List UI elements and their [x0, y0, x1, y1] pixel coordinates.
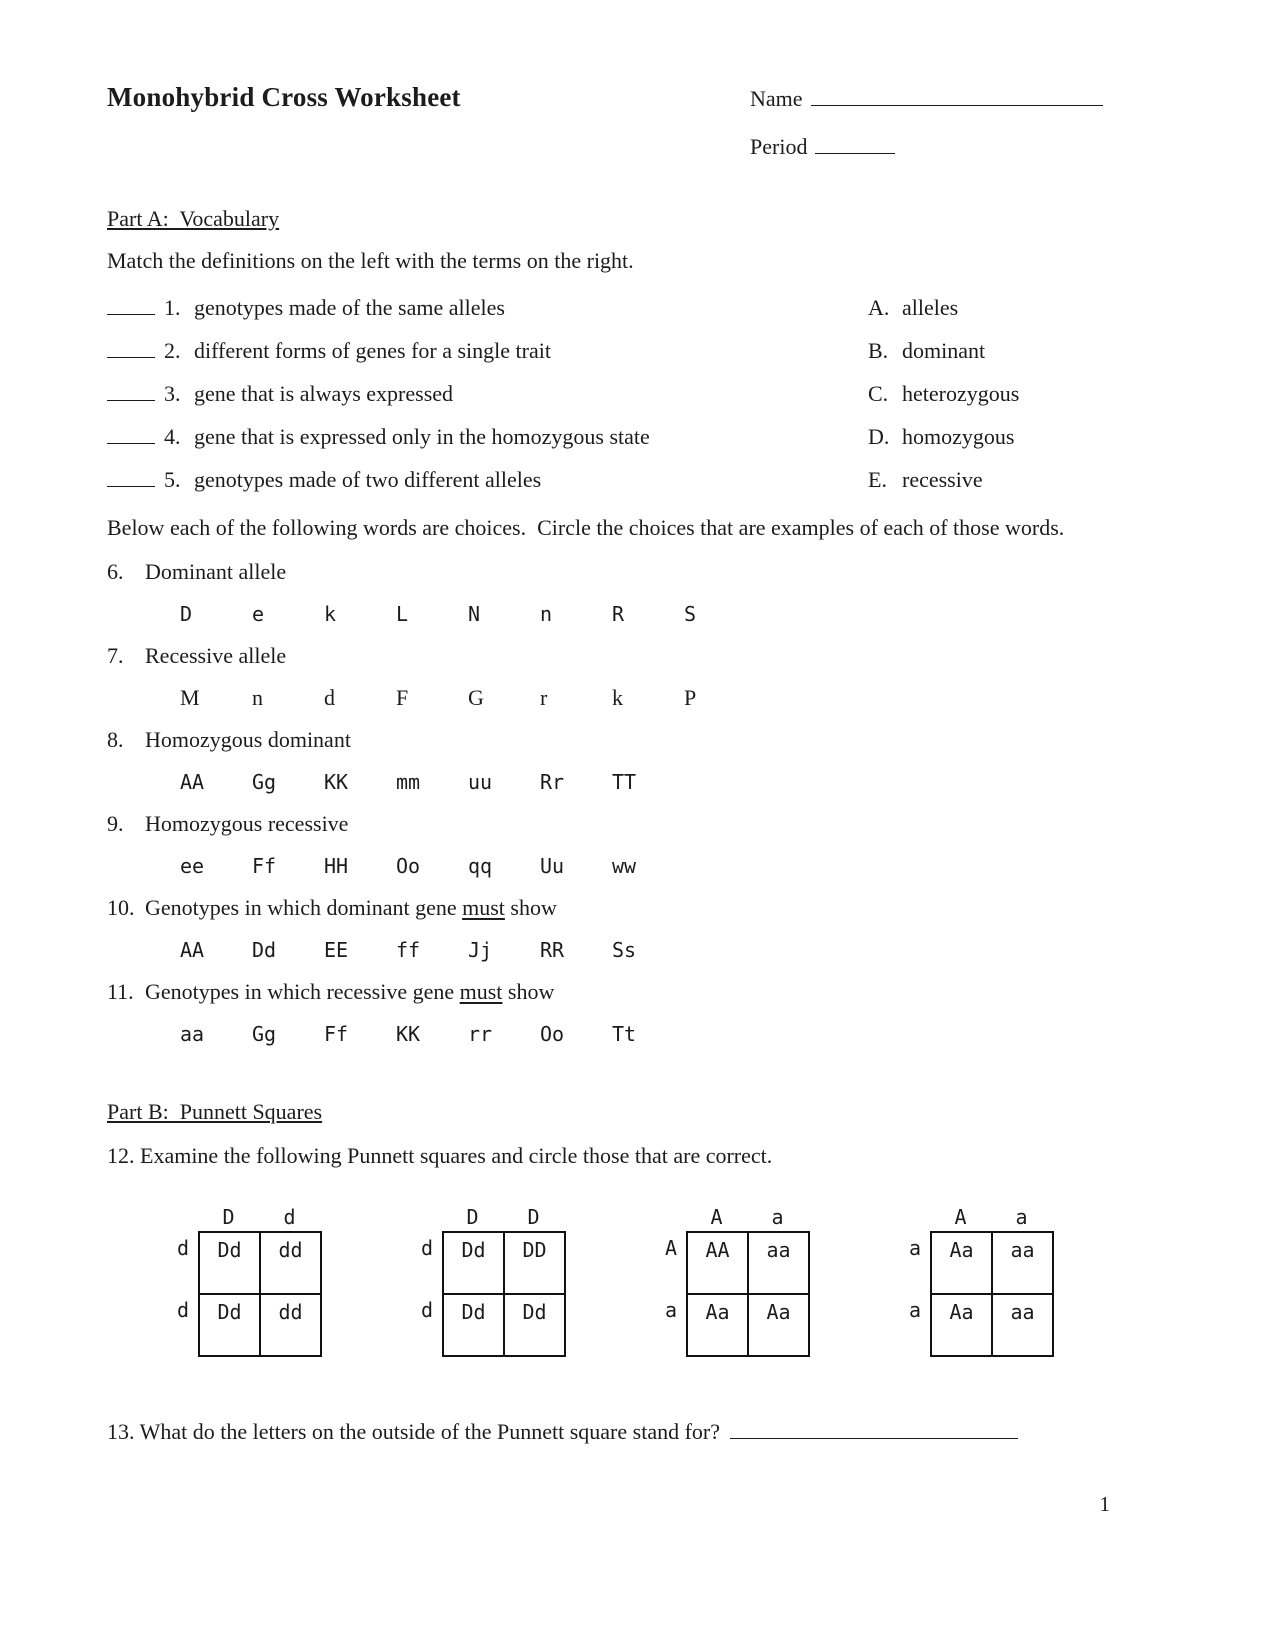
- punnett-cell: DD: [504, 1232, 565, 1294]
- answer-blank: [107, 473, 155, 487]
- choice-letter: n: [252, 685, 263, 710]
- circle-question: [107, 642, 1165, 711]
- choice-letter: Tt: [612, 1022, 637, 1046]
- term-text: dominant: [902, 338, 986, 363]
- punnett-left-label: d: [176, 1298, 189, 1322]
- question-text: Homozygous recessive: [145, 811, 349, 836]
- punnett-cell: dd: [260, 1294, 321, 1356]
- question-prompt: [107, 810, 1165, 838]
- circle-instructions: Below each of the following words are choices. Circle the choices that are examples of each of those words.: [107, 515, 1065, 540]
- question-number: 8.: [107, 727, 124, 752]
- term-text: recessive: [902, 467, 983, 492]
- choices-row: [180, 769, 1165, 795]
- choice-letter: aa: [180, 1022, 205, 1046]
- choice-letter: Ff: [252, 854, 277, 878]
- choice-letter: d: [324, 685, 335, 710]
- match-number: 2.: [164, 338, 181, 363]
- choices-row: [180, 937, 1165, 963]
- punnett-cell: Aa: [748, 1294, 809, 1356]
- question-13-blank: [730, 1425, 1018, 1439]
- choice-letter: r: [540, 685, 548, 710]
- punnett-left-labels: [414, 1231, 442, 1357]
- punnett-left-label: d: [420, 1236, 433, 1260]
- punnett-top-label: D: [466, 1205, 479, 1229]
- answer-blank: [107, 344, 155, 358]
- match-row: [107, 415, 1165, 458]
- term-letter: A.: [868, 295, 890, 320]
- punnett-top-label: A: [710, 1205, 723, 1229]
- punnett-top-label: A: [954, 1205, 967, 1229]
- period-label: Period: [750, 134, 808, 159]
- name-blank: [811, 92, 1103, 106]
- term-item: [868, 458, 983, 501]
- punnett-cell: aa: [992, 1232, 1053, 1294]
- term-item: [868, 329, 985, 372]
- circle-question: [107, 978, 1165, 1047]
- choice-letter: RR: [540, 938, 565, 962]
- question-text: Recessive allele: [145, 643, 287, 668]
- period-line: [750, 134, 1165, 164]
- punnett-top-labels: [442, 1205, 566, 1231]
- part-a-heading: Part A: Vocabulary: [107, 206, 280, 231]
- circle-questions: [107, 558, 1165, 1047]
- choice-letter: k: [612, 685, 623, 710]
- punnett-left-label: a: [908, 1298, 921, 1322]
- question-13-line: [107, 1419, 1165, 1445]
- page-header: [107, 82, 1165, 120]
- match-row: [107, 458, 1165, 501]
- circle-question: [107, 810, 1165, 879]
- name-line: [750, 86, 1103, 112]
- question-prompt: [107, 894, 1165, 922]
- choice-letter: L: [396, 602, 409, 626]
- match-row: [107, 329, 1165, 372]
- choice-letter: Rr: [540, 770, 565, 794]
- choice-letter: rr: [468, 1022, 493, 1046]
- punnett-left-labels: [658, 1231, 686, 1357]
- choice-letter: Oo: [396, 854, 421, 878]
- term-item: [868, 372, 1019, 415]
- punnett-cell: AA: [687, 1232, 748, 1294]
- punnett-top-label: D: [222, 1205, 235, 1229]
- choice-letter: e: [252, 602, 265, 626]
- term-letter: B.: [868, 338, 889, 363]
- match-number: 1.: [164, 295, 181, 320]
- term-text: alleles: [902, 295, 959, 320]
- choice-letter: N: [468, 602, 481, 626]
- match-row: [107, 372, 1165, 415]
- question-text: Dominant allele: [145, 559, 287, 584]
- answer-blank: [107, 430, 155, 444]
- match-row: [107, 286, 1165, 329]
- term-text: heterozygous: [902, 381, 1020, 406]
- punnett-left-label: a: [908, 1236, 921, 1260]
- term-letter: D.: [868, 424, 890, 449]
- choice-letter: Ss: [612, 938, 637, 962]
- choice-letter: AA: [180, 770, 205, 794]
- answer-blank: [107, 387, 155, 401]
- question-text: Homozygous dominant: [145, 727, 351, 752]
- question-number: 9.: [107, 811, 124, 836]
- question-prompt: [107, 978, 1165, 1006]
- page-title: Monohybrid Cross Worksheet: [107, 82, 461, 112]
- choice-letter: AA: [180, 938, 205, 962]
- punnett-grid: [930, 1231, 1054, 1357]
- page-number: 1: [1099, 1492, 1110, 1516]
- match-number: 4.: [164, 424, 181, 449]
- choices-row: [180, 685, 1165, 711]
- punnett-cell: aa: [748, 1232, 809, 1294]
- choice-letter: mm: [396, 770, 421, 794]
- choice-letter: ff: [396, 938, 421, 962]
- match-definition: genotypes made of two different alleles: [194, 467, 542, 492]
- question-prompt: [107, 642, 1165, 670]
- matching-list: [107, 286, 1165, 501]
- term-text: homozygous: [902, 424, 1015, 449]
- punnett-left-labels: [902, 1231, 930, 1357]
- question-prompt: [107, 726, 1165, 754]
- question-number: 6.: [107, 559, 124, 584]
- punnett-cell: Aa: [931, 1294, 992, 1356]
- period-blank: [815, 140, 895, 154]
- choice-letter: M: [180, 685, 200, 710]
- choice-letter: Gg: [252, 770, 277, 794]
- question-number: 10.: [107, 895, 135, 920]
- punnett-cell: aa: [992, 1294, 1053, 1356]
- punnett-top-labels: [930, 1205, 1054, 1231]
- choice-letter: KK: [396, 1022, 421, 1046]
- punnett-left-label: d: [420, 1298, 433, 1322]
- punnett-top-labels: [198, 1205, 322, 1231]
- match-definition: gene that is expressed only in the homozygous state: [194, 424, 650, 449]
- punnett-cell: Aa: [931, 1232, 992, 1294]
- choice-letter: R: [612, 602, 625, 626]
- punnett-cell: Dd: [199, 1294, 260, 1356]
- question-text: Genotypes in which dominant gene must show: [145, 895, 557, 920]
- punnett-left-label: d: [176, 1236, 189, 1260]
- question-13-text: 13. What do the letters on the outside of the Punnett square stand for?: [107, 1419, 721, 1444]
- punnett-left-label: a: [664, 1298, 677, 1322]
- term-item: [868, 286, 958, 329]
- choice-letter: KK: [324, 770, 349, 794]
- punnett-cell: Aa: [687, 1294, 748, 1356]
- punnett-left-labels: [170, 1231, 198, 1357]
- choice-letter: HH: [324, 854, 349, 878]
- punnett-cell: dd: [260, 1232, 321, 1294]
- choices-row: [180, 853, 1165, 879]
- choice-letter: k: [324, 602, 337, 626]
- punnett-squares-row: [170, 1205, 1165, 1357]
- choice-letter: Oo: [540, 1022, 565, 1046]
- question-12-text: 12. Examine the following Punnett squares and circle those that are correct.: [107, 1143, 773, 1168]
- term-letter: C.: [868, 381, 889, 406]
- punnett-square: [170, 1205, 322, 1357]
- choice-letter: qq: [468, 854, 493, 878]
- punnett-left-label: A: [664, 1236, 677, 1260]
- choice-letter: Uu: [540, 854, 565, 878]
- question-text: Genotypes in which recessive gene must show: [145, 979, 555, 1004]
- choices-row: [180, 1021, 1165, 1047]
- match-number: 3.: [164, 381, 181, 406]
- part-b-heading: Part B: Punnett Squares: [107, 1099, 323, 1124]
- punnett-cell: Dd: [443, 1294, 504, 1356]
- punnett-top-label: a: [1015, 1205, 1028, 1229]
- term-letter: E.: [868, 467, 887, 492]
- name-label: Name: [750, 86, 803, 111]
- answer-blank: [107, 301, 155, 315]
- term-item: [868, 415, 1014, 458]
- choice-letter: TT: [612, 770, 637, 794]
- punnett-cell: Dd: [199, 1232, 260, 1294]
- question-prompt: [107, 558, 1165, 586]
- punnett-top-label: a: [771, 1205, 784, 1229]
- punnett-grid: [686, 1231, 810, 1357]
- punnett-top-label: D: [527, 1205, 540, 1229]
- choice-letter: G: [468, 685, 484, 710]
- choice-letter: ee: [180, 854, 205, 878]
- choice-letter: ww: [612, 854, 637, 878]
- choice-letter: D: [180, 602, 193, 626]
- punnett-square: [658, 1205, 810, 1357]
- choice-letter: n: [540, 602, 553, 626]
- punnett-square: [902, 1205, 1054, 1357]
- punnett-cell: Dd: [504, 1294, 565, 1356]
- punnett-top-labels: [686, 1205, 810, 1231]
- match-definition: different forms of genes for a single trait: [194, 338, 551, 363]
- match-number: 5.: [164, 467, 181, 492]
- circle-question: [107, 894, 1165, 963]
- part-a-instructions: Match the definitions on the left with the terms on the right.: [107, 248, 634, 273]
- question-number: 11.: [107, 979, 134, 1004]
- choice-letter: Jj: [468, 938, 493, 962]
- choice-letter: S: [684, 602, 697, 626]
- choice-letter: Dd: [252, 938, 277, 962]
- match-definition: gene that is always expressed: [194, 381, 454, 406]
- choice-letter: Gg: [252, 1022, 277, 1046]
- circle-question: [107, 558, 1165, 627]
- choice-letter: uu: [468, 770, 493, 794]
- choices-row: [180, 601, 1165, 627]
- punnett-top-label: d: [283, 1205, 296, 1229]
- question-number: 7.: [107, 643, 124, 668]
- circle-question: [107, 726, 1165, 795]
- choice-letter: EE: [324, 938, 349, 962]
- punnett-grid: [442, 1231, 566, 1357]
- punnett-grid: [198, 1231, 322, 1357]
- match-definition: genotypes made of the same alleles: [194, 295, 505, 320]
- choice-letter: Ff: [324, 1022, 349, 1046]
- punnett-cell: Dd: [443, 1232, 504, 1294]
- choice-letter: P: [684, 685, 697, 710]
- choice-letter: F: [396, 685, 409, 710]
- punnett-square: [414, 1205, 566, 1357]
